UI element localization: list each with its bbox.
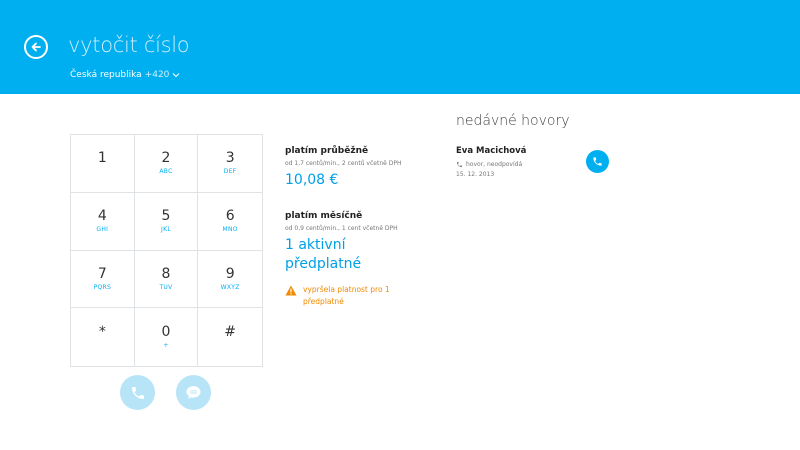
- key-0[interactable]: 0 +: [135, 308, 199, 366]
- chevron-down-icon: [172, 72, 180, 78]
- phone-icon: [592, 156, 603, 167]
- key-8[interactable]: 8 TUV: [135, 251, 199, 309]
- call-contact-button[interactable]: [586, 150, 609, 173]
- key-9[interactable]: 9 WXYZ: [198, 251, 262, 309]
- country-code: +420: [144, 70, 170, 80]
- key-4[interactable]: 4 GHI: [71, 193, 135, 251]
- subscriptions-line-1: 1 aktivní: [285, 237, 346, 253]
- page-title: vytočit číslo: [68, 33, 190, 57]
- back-arrow-icon: [30, 41, 42, 53]
- key-hash[interactable]: #: [224, 324, 237, 341]
- subscription-warning[interactable]: [285, 284, 415, 308]
- key-7[interactable]: 7 PQRS: [71, 251, 135, 309]
- key-5[interactable]: 5 JKL: [135, 193, 199, 251]
- dial-pad: [70, 134, 263, 367]
- recent-calls-title: nedávné hovory: [456, 113, 570, 129]
- country-selector[interactable]: [70, 70, 180, 80]
- back-button[interactable]: [24, 35, 48, 59]
- key-2[interactable]: 2 ABC: [135, 135, 199, 193]
- plan-monthly-note: od 0,9 centů/min., 1 cent včetně DPH: [285, 225, 398, 232]
- call-status-text: hovor, neodpovídá: [466, 161, 523, 168]
- phone-icon: [130, 385, 146, 401]
- plan-monthly-title: platím měsíčně: [285, 211, 363, 221]
- chat-bubble-icon: [185, 384, 202, 401]
- plan-payg: [285, 146, 401, 190]
- plan-payg-title: platím průběžně: [285, 146, 369, 156]
- warning-line-1: vypršela platnost pro 1: [303, 285, 390, 294]
- message-button[interactable]: [176, 375, 211, 410]
- recent-call-item[interactable]: [456, 146, 526, 178]
- call-button[interactable]: [120, 375, 155, 410]
- key-3[interactable]: 3 DEF: [198, 135, 262, 193]
- key-1[interactable]: 1: [71, 135, 135, 193]
- plan-monthly: [285, 211, 398, 274]
- call-status: [456, 161, 526, 168]
- country-name: Česká republika: [70, 70, 142, 80]
- credit-balance-link[interactable]: 10,08 €: [285, 172, 339, 188]
- key-star[interactable]: *: [71, 308, 135, 366]
- plan-payg-note: od 1,7 centů/min., 2 centů včetně DPH: [285, 160, 402, 167]
- header-bar: [0, 0, 800, 94]
- warning-triangle-icon: [285, 285, 297, 296]
- subscriptions-line-2: předplatné: [285, 256, 362, 272]
- contact-name: Eva Macichová: [456, 146, 527, 156]
- key-6[interactable]: 6 MNO: [198, 193, 262, 251]
- subscriptions-link[interactable]: [285, 236, 398, 274]
- warning-line-2: předplatné: [303, 297, 344, 306]
- missed-call-icon: [456, 161, 463, 168]
- call-date: 15. 12. 2013: [456, 171, 495, 178]
